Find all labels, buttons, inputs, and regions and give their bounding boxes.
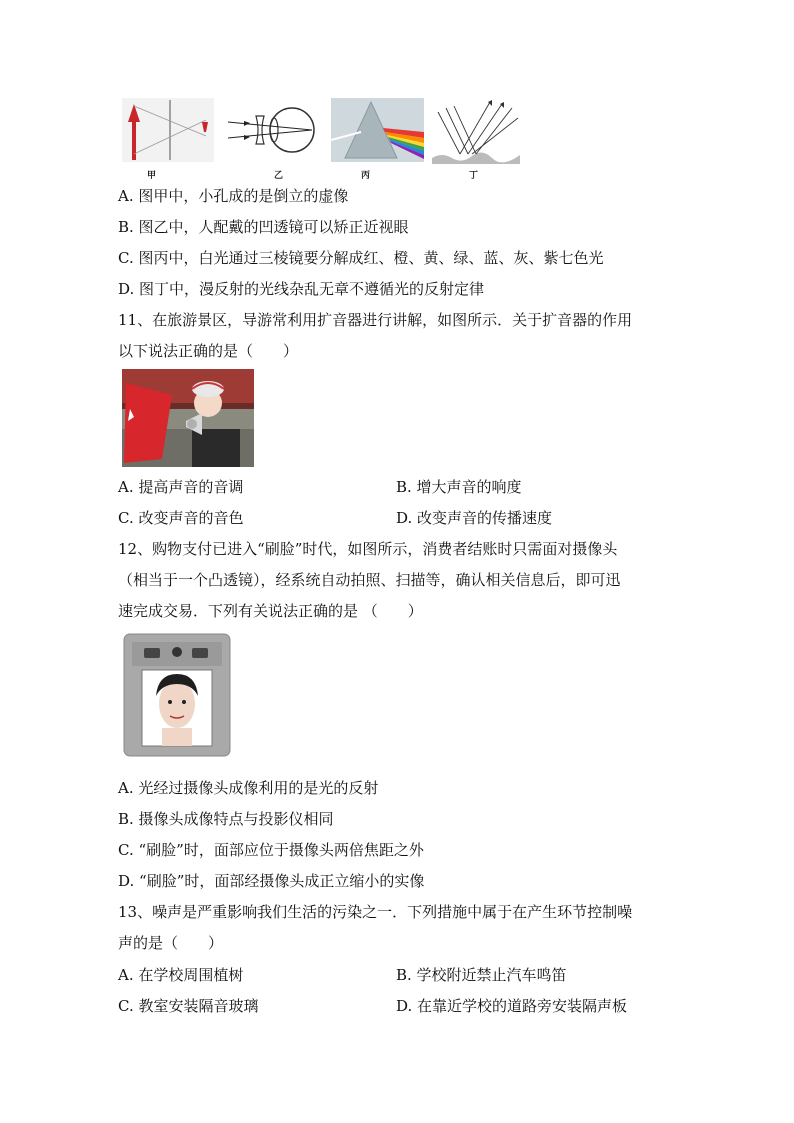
- q12-stem-line1: 12、购物支付已进入“刷脸”时代，如图所示，消费者结账时只需面对摄像头: [118, 540, 618, 558]
- photo-face-scanner: [122, 632, 232, 758]
- q12-option-a: A. 光经过摄像头成像利用的是光的反射: [118, 779, 379, 797]
- figure-caption-jia: 甲: [147, 171, 157, 181]
- q11-stem-line1: 11、在旅游景区，导游常利用扩音器进行讲解，如图所示．关于扩音器的作用: [118, 311, 633, 329]
- q11-option-c: C. 改变声音的音色: [118, 509, 244, 527]
- q12-option-c: C. “刷脸”时，面部应位于摄像头两倍焦距之外: [118, 841, 424, 859]
- q13-stem-line1: 13、噪声是严重影响我们生活的污染之一．下列措施中属于在产生环节控制噪: [118, 903, 633, 921]
- q11-stem-line2: 以下说法正确的是（ ）: [118, 342, 299, 360]
- photo-tour-guide-megaphone: [122, 369, 254, 467]
- q12-stem-line2: （相当于一个凸透镜），经系统自动拍照、扫描等，确认相关信息后，即可迅: [118, 571, 621, 589]
- q13-option-d: D. 在靠近学校的道路旁安装隔声板: [396, 997, 628, 1015]
- q11-option-d: D. 改变声音的传播速度: [396, 509, 553, 527]
- q11-option-a: A. 提高声音的音调: [118, 478, 244, 496]
- figure-pinhole: [122, 98, 214, 162]
- figure-eye-lens: [226, 104, 318, 156]
- figure-caption-bing: 丙: [361, 171, 371, 181]
- q10-option-a: A. 图甲中，小孔成的是倒立的虚像: [118, 187, 349, 205]
- q10-option-c: C. 图丙中，白光通过三棱镜要分解成红、橙、黄、绿、蓝、灰、紫七色光: [118, 249, 604, 267]
- q11-option-b: B. 增大声音的响度: [396, 478, 522, 496]
- q12-option-d: D. “刷脸”时，面部经摄像头成正立缩小的实像: [118, 872, 425, 890]
- q13-stem-line2: 声的是（ ）: [118, 934, 224, 952]
- q12-stem-line3: 速完成交易．下列有关说法正确的是 （ ）: [118, 602, 423, 620]
- q13-option-a: A. 在学校周围植树: [118, 966, 244, 984]
- q13-option-b: B. 学校附近禁止汽车鸣笛: [396, 966, 567, 984]
- figure-caption-yi: 乙: [274, 171, 284, 181]
- q12-option-b: B. 摄像头成像特点与投影仪相同: [118, 810, 334, 828]
- figure-caption-ding: 丁: [469, 171, 479, 181]
- q10-option-b: B. 图乙中，人配戴的凹透镜可以矫正近视眼: [118, 218, 409, 236]
- figure-diffuse-reflection: [432, 98, 520, 164]
- figure-prism: [331, 98, 424, 162]
- q10-option-d: D. 图丁中，漫反射的光线杂乱无章不遵循光的反射定律: [118, 280, 485, 298]
- q13-option-c: C. 教室安装隔音玻璃: [118, 997, 259, 1015]
